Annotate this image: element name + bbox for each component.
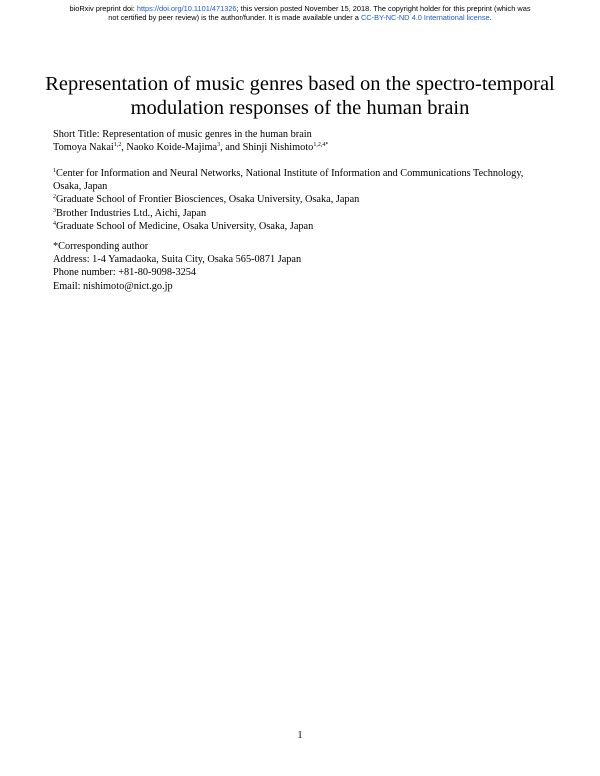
affiliation-3-text: Brother Industries Ltd., Aichi, Japan xyxy=(56,207,207,219)
affiliations xyxy=(53,167,553,233)
affiliation-3 xyxy=(53,207,553,220)
affiliation-4-text: Graduate School of Medicine, Osaka University, Osaka, Japan xyxy=(56,220,314,232)
email: Email: nishimoto@nict.go.jp xyxy=(53,280,173,292)
affiliation-3-number: 3 xyxy=(53,207,56,214)
author-3-affiliation: 1,2,4* xyxy=(313,142,329,149)
header-doi-prefix: bioRxiv preprint doi: xyxy=(69,4,137,13)
short-title: Short Title: Representation of music genres in the human brain xyxy=(53,129,312,140)
author-1-affiliation: 1,2 xyxy=(113,142,122,149)
corresponding-author-label: *Corresponding author xyxy=(53,241,149,252)
author-3-name: , and Shinji Nishimoto xyxy=(220,142,314,154)
correspondence xyxy=(53,240,553,293)
header-license-suffix: . xyxy=(489,13,492,22)
affiliation-4 xyxy=(53,220,553,233)
title-line-2: modulation responses of the human brain xyxy=(130,97,470,119)
author-2-name: , Naoko Koide-Majima xyxy=(121,142,218,154)
header-line-2 xyxy=(30,13,570,22)
address: Address: 1-4 Yamadaoka, Suita City, Osaka 565-0871 Japan xyxy=(53,254,302,266)
title-block xyxy=(53,128,553,154)
preprint-header xyxy=(30,4,570,22)
license-link[interactable]: CC-BY-NC-ND 4.0 International license xyxy=(360,13,490,22)
affiliation-1-number: 1 xyxy=(53,168,56,174)
affiliation-2-number: 2 xyxy=(53,194,56,201)
paper-title xyxy=(30,72,570,120)
affiliation-2-text: Graduate School of Frontier Biosciences, Osaka University, Osaka, Japan xyxy=(56,194,360,206)
affiliation-2 xyxy=(53,193,553,206)
phone-number: Phone number: +81-80-9098-3254 xyxy=(53,267,197,279)
author-2-affiliation: 3 xyxy=(217,142,221,149)
affiliation-4-number: 4 xyxy=(53,220,56,227)
author-1-name: Tomoya Nakai xyxy=(53,142,114,154)
page-number: 1 xyxy=(297,730,303,741)
author-list xyxy=(53,141,553,154)
header-license-prefix: not certified by peer review) is the author/funder. It is made available under a xyxy=(108,13,361,22)
header-line-1 xyxy=(30,4,570,13)
affiliation-1 xyxy=(53,167,553,180)
affiliation-1-cont: Osaka, Japan xyxy=(53,181,108,193)
doi-link[interactable]: https://doi.org/10.1101/471326 xyxy=(136,4,237,13)
affiliation-1-text: Center for Information and Neural Networks, National Institute of Information and Communications Technology, xyxy=(56,168,524,179)
title-line-1: Representation of music genres based on the spectro-temporal xyxy=(45,73,555,95)
header-posted-text: ; this version posted November 15, 2018. The copyright holder for this preprint (which was xyxy=(236,4,531,13)
